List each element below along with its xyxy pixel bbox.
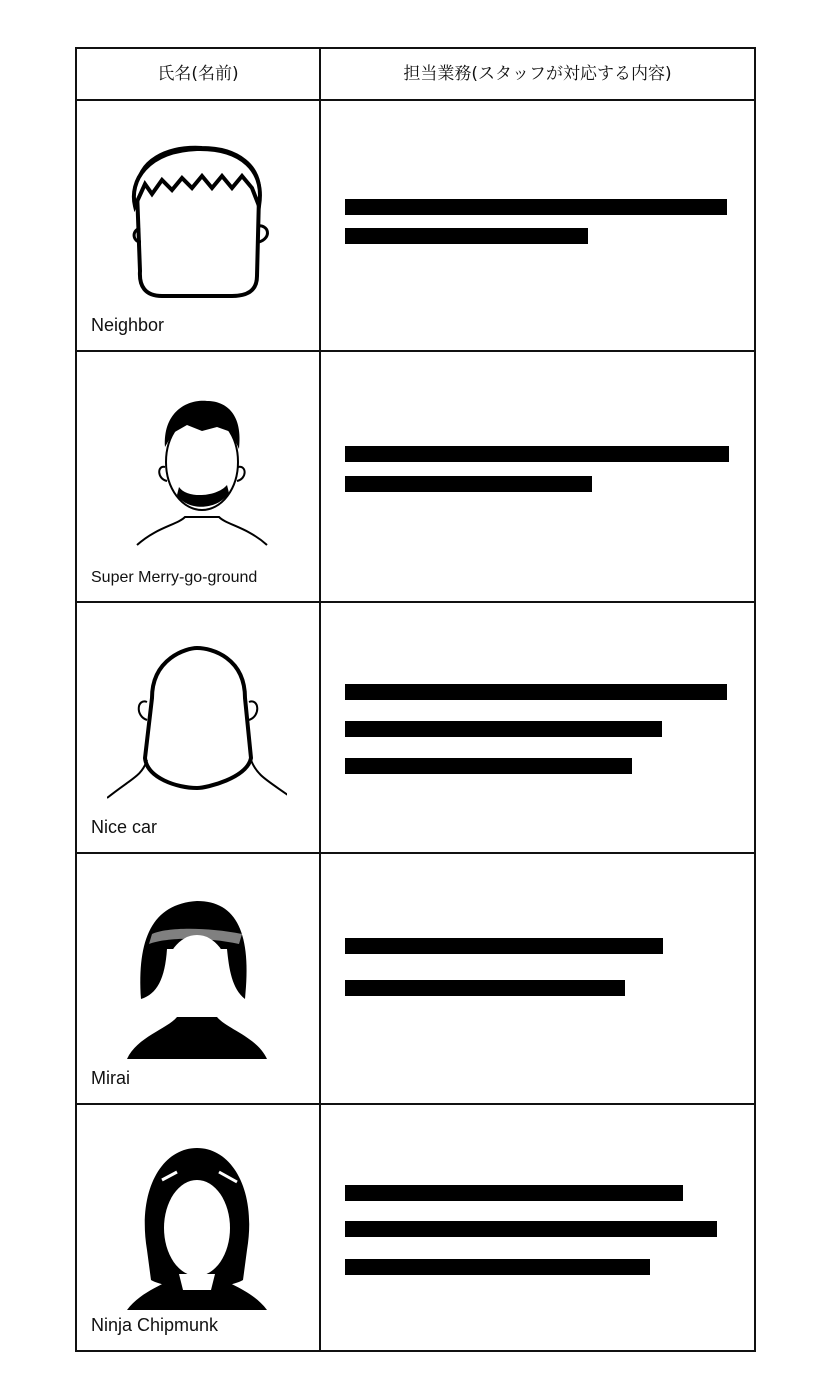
redaction-bar bbox=[345, 980, 625, 996]
staff-name: Neighbor bbox=[91, 315, 165, 335]
redaction-bar bbox=[345, 446, 729, 462]
redaction-bar bbox=[345, 476, 592, 492]
redaction-bar bbox=[345, 1185, 683, 1201]
table-row bbox=[77, 603, 754, 854]
header-duty-column: 担当業務(スタッフが対応する内容) bbox=[403, 64, 672, 84]
woman-bowl-hair-icon bbox=[107, 1140, 287, 1310]
staff-name: Nice car bbox=[91, 817, 158, 837]
staff-name: Ninja Chipmunk bbox=[91, 1315, 219, 1335]
header-name-column: 氏名(名前) bbox=[157, 64, 239, 84]
table-row bbox=[77, 1105, 754, 1350]
redaction-bar bbox=[345, 721, 662, 737]
table-row bbox=[77, 854, 754, 1105]
redaction-bar bbox=[345, 1221, 717, 1237]
staff-name: Mirai bbox=[91, 1068, 130, 1088]
staff-name: Super Merry-go-ground bbox=[91, 569, 258, 586]
redaction-bar bbox=[345, 228, 588, 244]
woman-bob-hair-icon bbox=[107, 889, 287, 1059]
redaction-bar bbox=[345, 1259, 650, 1275]
staff-table bbox=[75, 47, 756, 1352]
redaction-bar bbox=[345, 684, 727, 700]
bearded-man-icon bbox=[107, 387, 287, 557]
table-row bbox=[77, 352, 754, 603]
redaction-bar bbox=[345, 199, 727, 215]
redaction-bar bbox=[345, 758, 632, 774]
table-header bbox=[77, 49, 754, 101]
table-row bbox=[77, 101, 754, 352]
cartoon-man-short-hair-icon bbox=[107, 136, 287, 306]
bald-man-icon bbox=[107, 638, 287, 808]
redaction-bar bbox=[345, 938, 663, 954]
